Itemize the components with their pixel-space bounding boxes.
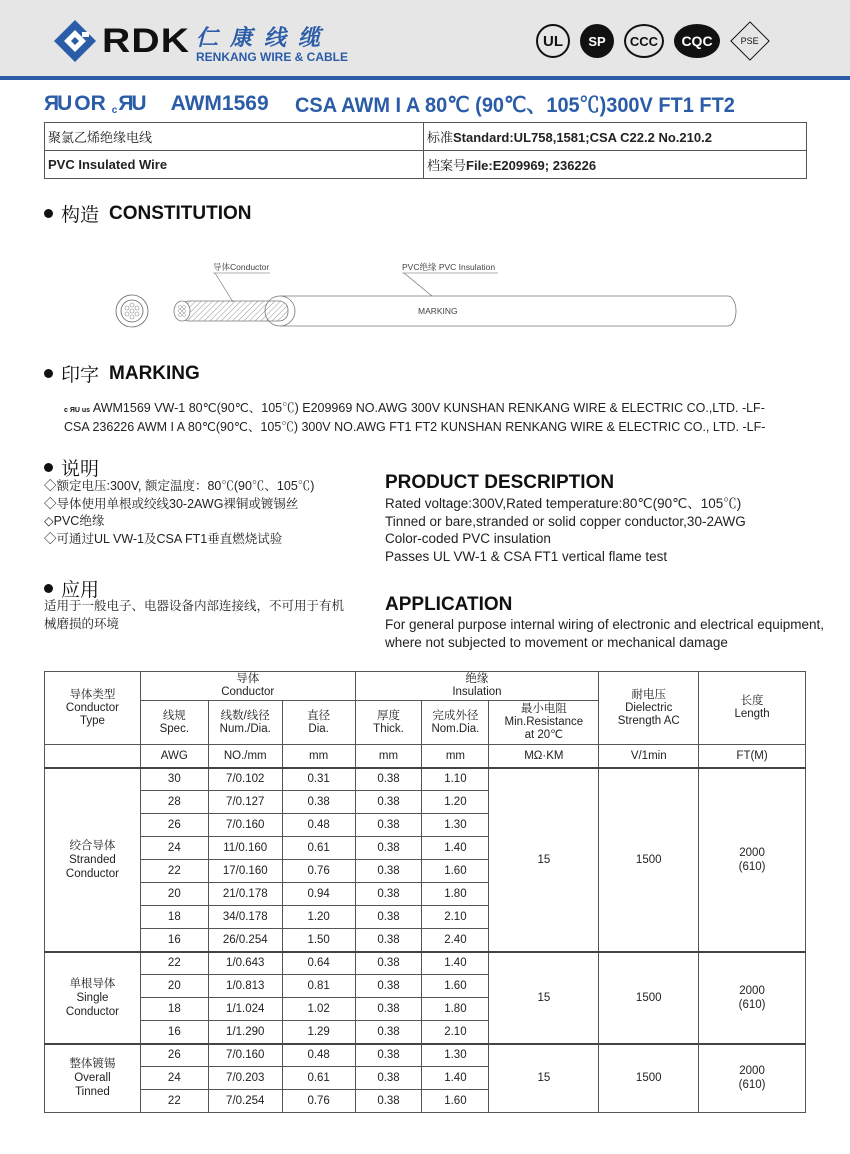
description-en-item: Rated voltage:300V,Rated temperature:80℃(90℃、105℃) xyxy=(385,496,742,511)
dia-cell: 1.20 xyxy=(282,906,355,929)
header-dielectric: 耐电压 Dielectric Strength AC xyxy=(599,672,699,745)
description-cn-item: ◇可通过UL VW-1及CSA FT1垂直燃烧试验 xyxy=(44,531,283,546)
unit-cell: mm xyxy=(355,745,422,768)
header-conductor-type: 导体类型 Conductor Type xyxy=(45,672,141,745)
insulation-body xyxy=(265,296,736,326)
company-logo xyxy=(52,18,191,64)
thick-cell: 0.38 xyxy=(355,1067,422,1090)
bullet-icon xyxy=(44,463,53,472)
num-dia-cell: 1/1.290 xyxy=(208,1021,282,1044)
marking-line-2: CSA 236226 AWM I A 80℃(90℃、105℃) 300V NO.AWG FT1 FT2 KUNSHAN RENKANG WIRE & ELECTRIC CO., LTD. -LF- xyxy=(64,420,766,434)
awg-cell: 18 xyxy=(140,998,208,1021)
csa-cert-icon: SP xyxy=(580,24,614,58)
nom-dia-cell: 2.10 xyxy=(422,1021,489,1044)
num-dia-cell: 7/0.203 xyxy=(208,1067,282,1090)
units-row xyxy=(45,745,806,768)
awg-cell: 16 xyxy=(140,1021,208,1044)
marking-heading: 印字 MARKING xyxy=(44,360,200,387)
num-dia-cell: 7/0.254 xyxy=(208,1090,282,1113)
conductor-label: 导体Conductor xyxy=(213,262,270,272)
bullet-icon xyxy=(44,209,53,218)
logo-diamond-icon xyxy=(52,18,98,64)
num-dia-cell: 1/0.813 xyxy=(208,975,282,998)
dia-cell: 0.48 xyxy=(282,814,355,837)
header-min-resistance: 最小电阻 Min.Resistance at 20℃ xyxy=(489,701,599,745)
header-nom-dia: 完成外径 Nom.Dia. xyxy=(422,701,489,745)
table-row xyxy=(45,952,806,975)
header-thick: 厚度 Thick. xyxy=(355,701,422,745)
awg-cell: 22 xyxy=(140,952,208,975)
awg-cell: 30 xyxy=(140,768,208,791)
length-cell: 2000 (610) xyxy=(699,768,806,952)
description-cn-item: ◇导体使用单根或绞线30-2AWG裸铜或镀锡丝 xyxy=(44,496,299,511)
product-description-list xyxy=(385,495,746,565)
specification-table xyxy=(44,671,806,1113)
awg-cell: 16 xyxy=(140,929,208,952)
info-table xyxy=(44,122,807,179)
conductor-type-cell: 绞合导体 Stranded Conductor xyxy=(45,768,141,952)
nom-dia-cell: 1.30 xyxy=(422,814,489,837)
ul-cert-icon: UL xyxy=(536,24,570,58)
awg-cell: 28 xyxy=(140,791,208,814)
header-spec: 线规 Spec. xyxy=(140,701,208,745)
thick-cell: 0.38 xyxy=(355,906,422,929)
dia-cell: 0.61 xyxy=(282,837,355,860)
num-dia-cell: 17/0.160 xyxy=(208,860,282,883)
application-en-text: For general purpose internal wiring of electronic and electrical equipment, where not subjected to movement or mechanical damage xyxy=(385,617,824,650)
dia-cell: 0.81 xyxy=(282,975,355,998)
description-cn-item: ◇PVC绝缘 xyxy=(44,514,105,528)
marking-label: MARKING xyxy=(418,306,458,316)
file-value: File:E209969; 236226 xyxy=(466,158,597,173)
product-description-heading: PRODUCT DESCRIPTION xyxy=(385,472,615,493)
logo-wordmark: RDK xyxy=(102,21,191,60)
num-dia-cell: 11/0.160 xyxy=(208,837,282,860)
nom-dia-cell: 1.60 xyxy=(422,860,489,883)
nom-dia-cell: 2.40 xyxy=(422,929,489,952)
marking-line-1: c ЯU us AWM1569 VW-1 80℃(90℃、105℃) E209969 NO.AWG 300V KUNSHAN RENKANG WIRE & ELECTRIC CO.,LTD. -LF- xyxy=(64,401,765,415)
awg-cell: 20 xyxy=(140,975,208,998)
nom-dia-cell: 1.40 xyxy=(422,1067,489,1090)
num-dia-cell: 34/0.178 xyxy=(208,906,282,929)
dielectric-cell: 1500 xyxy=(599,1044,699,1113)
pse-cert-icon: PSE xyxy=(730,21,770,61)
title-c: c xyxy=(111,105,118,116)
thick-cell: 0.38 xyxy=(355,1044,422,1067)
header-insulation: 绝缘 Insulation xyxy=(355,672,599,701)
page-header xyxy=(0,0,850,76)
num-dia-cell: 1/1.024 xyxy=(208,998,282,1021)
construction-heading: 构造 CONSTITUTION xyxy=(44,200,252,227)
awg-cell: 22 xyxy=(140,860,208,883)
thick-cell: 0.38 xyxy=(355,952,422,975)
num-dia-cell: 26/0.254 xyxy=(208,929,282,952)
awg-cell: 24 xyxy=(140,837,208,860)
title-or: OR xyxy=(74,92,106,115)
conductor-body xyxy=(174,301,288,321)
dia-cell: 0.76 xyxy=(282,860,355,883)
num-dia-cell: 1/0.643 xyxy=(208,952,282,975)
product-name-cn: 聚氯乙烯绝缘电线 xyxy=(45,123,424,151)
resistance-cell: 15 xyxy=(489,1044,599,1113)
num-dia-cell: 7/0.127 xyxy=(208,791,282,814)
thick-cell: 0.38 xyxy=(355,883,422,906)
awg-cell: 18 xyxy=(140,906,208,929)
awg-cell: 20 xyxy=(140,883,208,906)
table-row xyxy=(45,768,806,791)
conductor-leader xyxy=(215,273,233,302)
standard-value: Standard:UL758,1581;CSA C22.2 No.210.2 xyxy=(453,130,712,145)
nom-dia-cell: 1.20 xyxy=(422,791,489,814)
title-csa: CSA AWM I A 80℃ (90℃、105℃)300V FT1 FT2 xyxy=(294,94,735,117)
nom-dia-cell: 1.60 xyxy=(422,1090,489,1113)
unit-cell: V/1min xyxy=(599,745,699,768)
nom-dia-cell: 1.30 xyxy=(422,1044,489,1067)
nom-dia-cell: 1.10 xyxy=(422,768,489,791)
description-cn-heading: 说明 xyxy=(44,454,99,481)
dia-cell: 1.50 xyxy=(282,929,355,952)
bullet-icon xyxy=(44,584,53,593)
dia-cell: 0.64 xyxy=(282,952,355,975)
application-cn-text: 适用于一般电子、电器设备内部连接线，不可用于有机械磨损的环境 xyxy=(44,599,345,631)
description-en-item: Passes UL VW-1 & CSA FT1 vertical flame test xyxy=(385,548,668,564)
cul-recognized-icon: ЯU xyxy=(118,92,145,115)
dia-cell: 1.29 xyxy=(282,1021,355,1044)
cqc-cert-icon: CQC xyxy=(674,24,720,58)
dia-cell: 0.94 xyxy=(282,883,355,906)
unit-cell: AWG xyxy=(140,745,208,768)
awg-cell: 24 xyxy=(140,1067,208,1090)
header-conductor: 导体 Conductor xyxy=(140,672,355,701)
title-awm: AWM1569 xyxy=(170,92,269,115)
thick-cell: 0.38 xyxy=(355,929,422,952)
marking-text xyxy=(64,400,765,436)
product-title xyxy=(44,89,758,119)
thick-cell: 0.38 xyxy=(355,814,422,837)
awg-cell: 26 xyxy=(140,814,208,837)
conductor-type-cell: 单根导体 Single Conductor xyxy=(45,952,141,1044)
awg-cell: 22 xyxy=(140,1090,208,1113)
description-cn-item: ◇额定电压:300V, 额定温度：80℃(90℃、105℃) xyxy=(44,479,315,493)
bullet-icon xyxy=(44,369,53,378)
table-row xyxy=(45,1044,806,1067)
thick-cell: 0.38 xyxy=(355,837,422,860)
nom-dia-cell: 1.80 xyxy=(422,883,489,906)
unit-cell: NO./mm xyxy=(208,745,282,768)
num-dia-cell: 7/0.102 xyxy=(208,768,282,791)
length-cell: 2000 (610) xyxy=(699,952,806,1044)
ccc-cert-icon: CCC xyxy=(624,24,664,58)
thick-cell: 0.38 xyxy=(355,768,422,791)
nom-dia-cell: 2.10 xyxy=(422,906,489,929)
insulation-leader xyxy=(404,273,432,296)
thick-cell: 0.38 xyxy=(355,975,422,998)
unit-cell: MΩ·KM xyxy=(489,745,599,768)
dia-cell: 0.61 xyxy=(282,1067,355,1090)
num-dia-cell: 7/0.160 xyxy=(208,814,282,837)
company-name-cn: 仁康线缆 xyxy=(196,25,333,50)
conductor-type-cell: 整体镀锡 Overall Tinned xyxy=(45,1044,141,1113)
certification-logos xyxy=(536,24,764,58)
product-name-en: PVC Insulated Wire xyxy=(45,151,424,179)
file-cell: 档案号File:E209969; 236226 xyxy=(424,151,807,179)
cul-us-icon: c ЯU us xyxy=(64,407,91,414)
dia-cell: 0.76 xyxy=(282,1090,355,1113)
awg-cell: 26 xyxy=(140,1044,208,1067)
company-name-en: RENKANG WIRE & CABLE xyxy=(196,50,348,64)
header-divider xyxy=(0,76,850,80)
application-heading: APPLICATION xyxy=(385,594,513,615)
thick-cell: 0.38 xyxy=(355,1021,422,1044)
nom-dia-cell: 1.40 xyxy=(422,837,489,860)
ul-recognized-icon: ЯU xyxy=(44,92,71,115)
description-cn-list xyxy=(44,478,314,548)
resistance-cell: 15 xyxy=(489,768,599,952)
dielectric-cell: 1500 xyxy=(599,768,699,952)
thick-cell: 0.38 xyxy=(355,860,422,883)
application-cn-heading: 应用 xyxy=(44,575,99,602)
num-dia-cell: 21/0.178 xyxy=(208,883,282,906)
thick-cell: 0.38 xyxy=(355,998,422,1021)
dia-cell: 0.48 xyxy=(282,1044,355,1067)
cable-diagram xyxy=(100,255,750,340)
dia-cell: 0.31 xyxy=(282,768,355,791)
resistance-cell: 15 xyxy=(489,952,599,1044)
nom-dia-cell: 1.40 xyxy=(422,952,489,975)
dielectric-cell: 1500 xyxy=(599,952,699,1044)
dia-cell: 1.02 xyxy=(282,998,355,1021)
nom-dia-cell: 1.80 xyxy=(422,998,489,1021)
num-dia-cell: 7/0.160 xyxy=(208,1044,282,1067)
thick-cell: 0.38 xyxy=(355,1090,422,1113)
header-num-dia: 线数/线径 Num./Dia. xyxy=(208,701,282,745)
description-en-item: Color-coded PVC insulation xyxy=(385,531,551,546)
length-cell: 2000 (610) xyxy=(699,1044,806,1113)
unit-cell: FT(M) xyxy=(699,745,806,768)
cross-section xyxy=(116,295,148,327)
description-en-item: Tinned or bare,stranded or solid copper conductor,30-2AWG xyxy=(385,513,746,529)
unit-cell: mm xyxy=(422,745,489,768)
thick-cell: 0.38 xyxy=(355,791,422,814)
standard-cell: 标准Standard:UL758,1581;CSA C22.2 No.210.2 xyxy=(424,123,807,151)
dia-cell: 0.38 xyxy=(282,791,355,814)
company-name xyxy=(196,26,348,64)
insulation-label: PVC绝缘 PVC Insulation xyxy=(402,262,496,272)
header-length: 长度 Length xyxy=(699,672,806,745)
header-dia: 直径 Dia. xyxy=(282,701,355,745)
nom-dia-cell: 1.60 xyxy=(422,975,489,998)
unit-cell: mm xyxy=(282,745,355,768)
